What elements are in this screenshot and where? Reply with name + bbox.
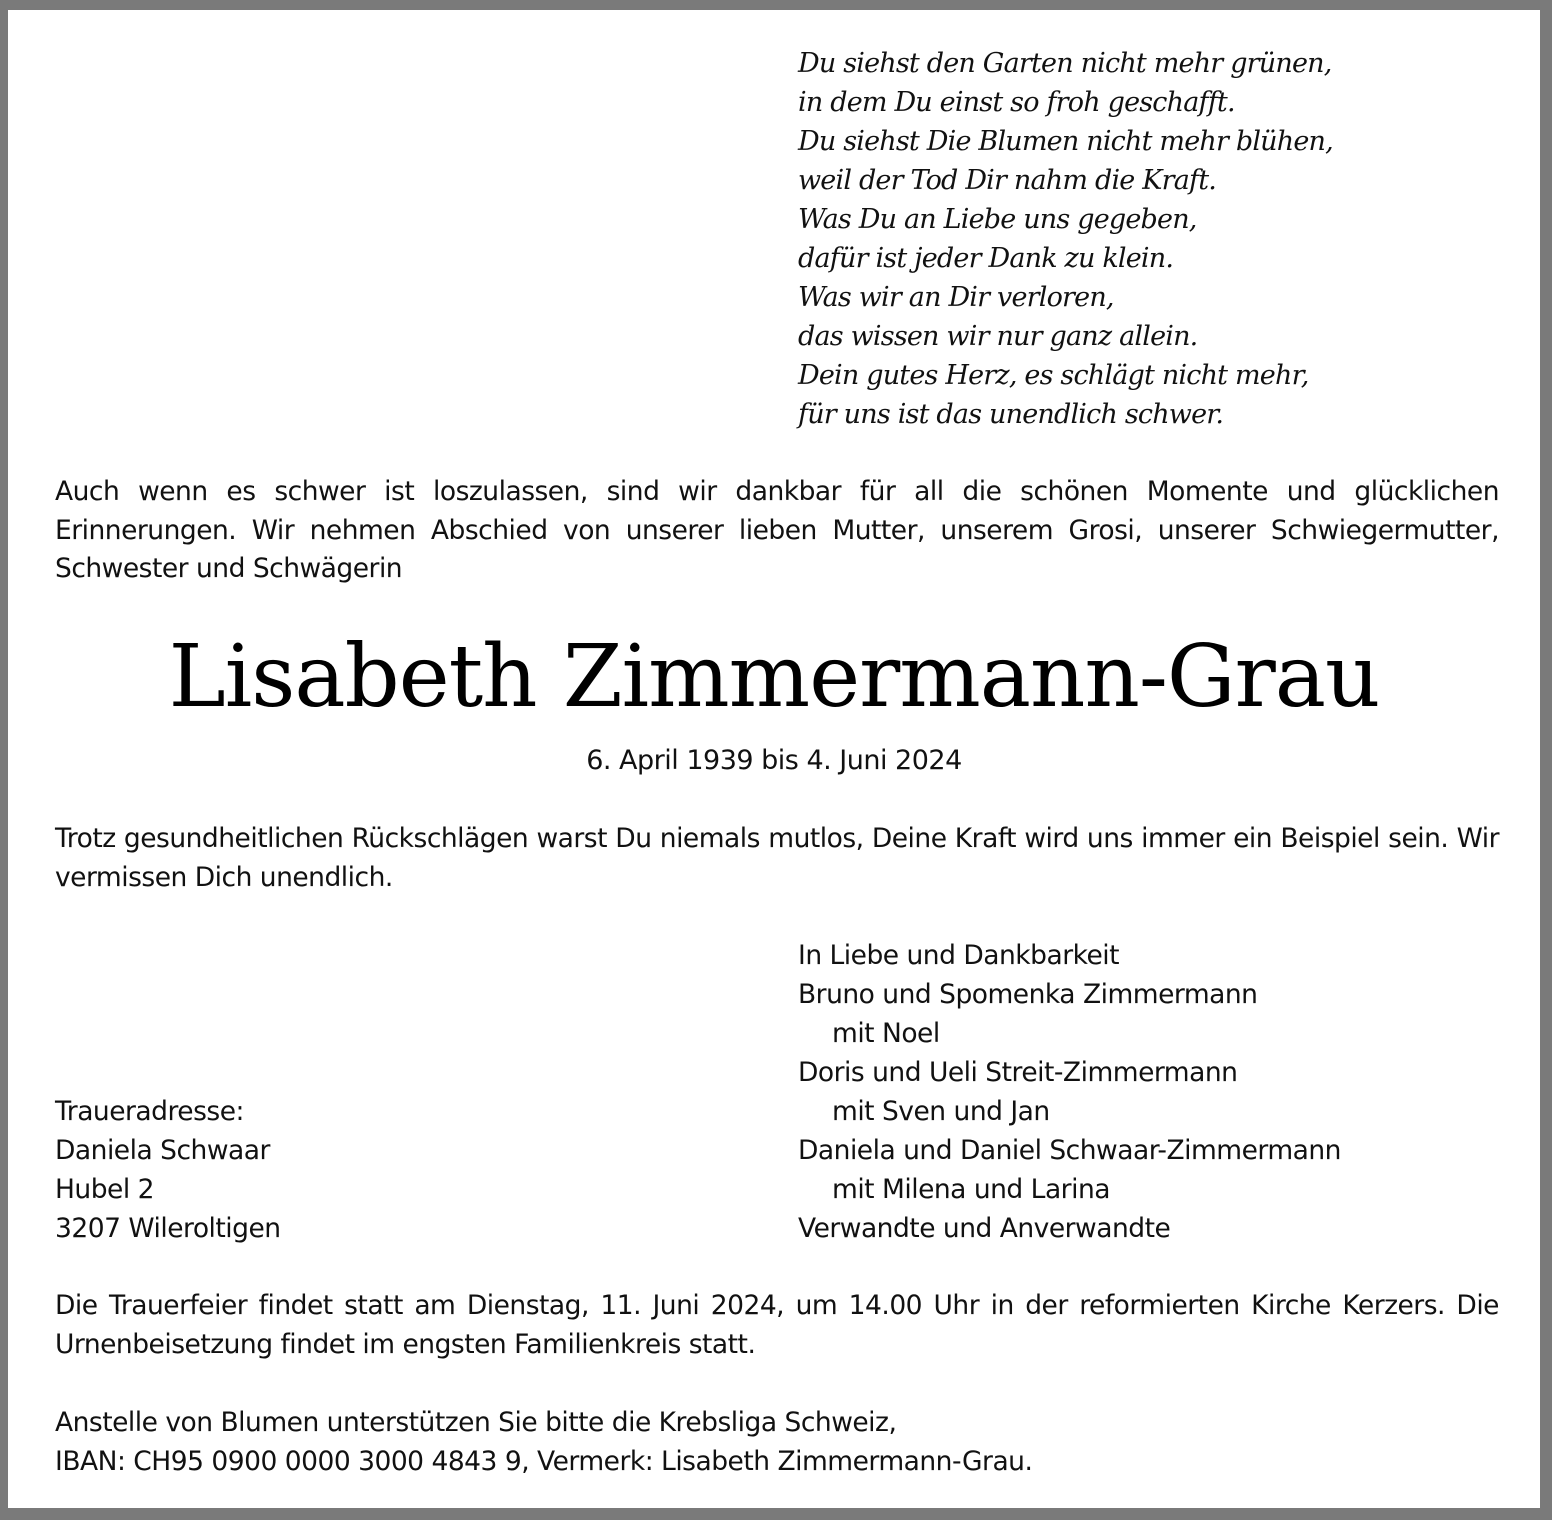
donation-line: Anstelle von Blumen unterstützen Sie bitte die Krebsliga Schweiz, [55,1407,897,1438]
family-line: Daniela und Daniel Schwaar-Zimmermann [798,1135,1341,1166]
mourning-address [55,1092,555,1248]
tribute-paragraph: Trotz gesundheitlichen Rückschlägen warst Du niemals mutlos, Deine Kraft wird uns immer ein Beispiel sein. Wir vermissen Dich unendlich. [55,823,1499,893]
family-line: mit Noel [832,1018,940,1049]
address-street: Hubel 2 [55,1174,154,1205]
poem-line: Was wir an Dir verloren, [798,282,1114,313]
family-line: mit Milena und Larina [832,1174,1110,1205]
ceremony-paragraph: Die Trauerfeier findet statt am Dienstag, 11. Juni 2024, um 14.00 Uhr in der reformierten Kirche Kerzers. Die Urnenbeisetzung findet im engsten Familienkreis statt. [55,1290,1499,1360]
poem-line: Du siehst Die Blumen nicht mehr blühen, [798,126,1333,157]
deceased-name: Lisabeth Zimmermann-Grau [168,627,1380,727]
donation-note [55,1404,1499,1481]
obituary-notice [8,10,1540,1508]
poem-line: Was Du an Liebe uns gegeben, [798,204,1197,235]
family-list [798,936,1518,1248]
address-name: Daniela Schwaar [55,1135,270,1166]
family-line: Doris und Ueli Streit-Zimmermann [798,1057,1238,1088]
family-line: In Liebe und Dankbarkeit [798,940,1120,971]
poem-line: in dem Du einst so froh geschafft. [798,87,1235,118]
donation-iban-line: IBAN: CH95 0900 0000 3000 4843 9, Vermerk: Lisabeth Zimmermann-Grau. [55,1445,1033,1477]
family-line: Bruno und Spomenka Zimmermann [798,979,1258,1010]
poem-line: Du siehst den Garten nicht mehr grünen, [798,48,1332,79]
intro-paragraph: Auch wenn es schwer ist loszulassen, sind wir dankbar für all die schönen Momente und glücklichen Erinnerungen. Wir nehmen Abschied von unserer lieben Mutter, unserem Grosi, unserer Schwiegermutter, Schwester und Schwägerin [55,476,1499,584]
address-city: 3207 Wileroltigen [55,1213,281,1244]
poem [798,44,1518,434]
poem-line: weil der Tod Dir nahm die Kraft. [798,165,1217,196]
poem-line: das wissen wir nur ganz allein. [798,321,1198,352]
poem-line: Dein gutes Herz, es schlägt nicht mehr, [798,360,1309,391]
family-line: Verwandte und Anverwandte [798,1213,1171,1244]
family-line: mit Sven und Jan [832,1096,1050,1127]
life-dates: 6. April 1939 bis 4. Juni 2024 [586,745,962,776]
address-label: Traueradresse: [55,1096,244,1127]
poem-line: für uns ist das unendlich schwer. [798,399,1224,430]
poem-line: dafür ist jeder Dank zu klein. [798,243,1174,274]
